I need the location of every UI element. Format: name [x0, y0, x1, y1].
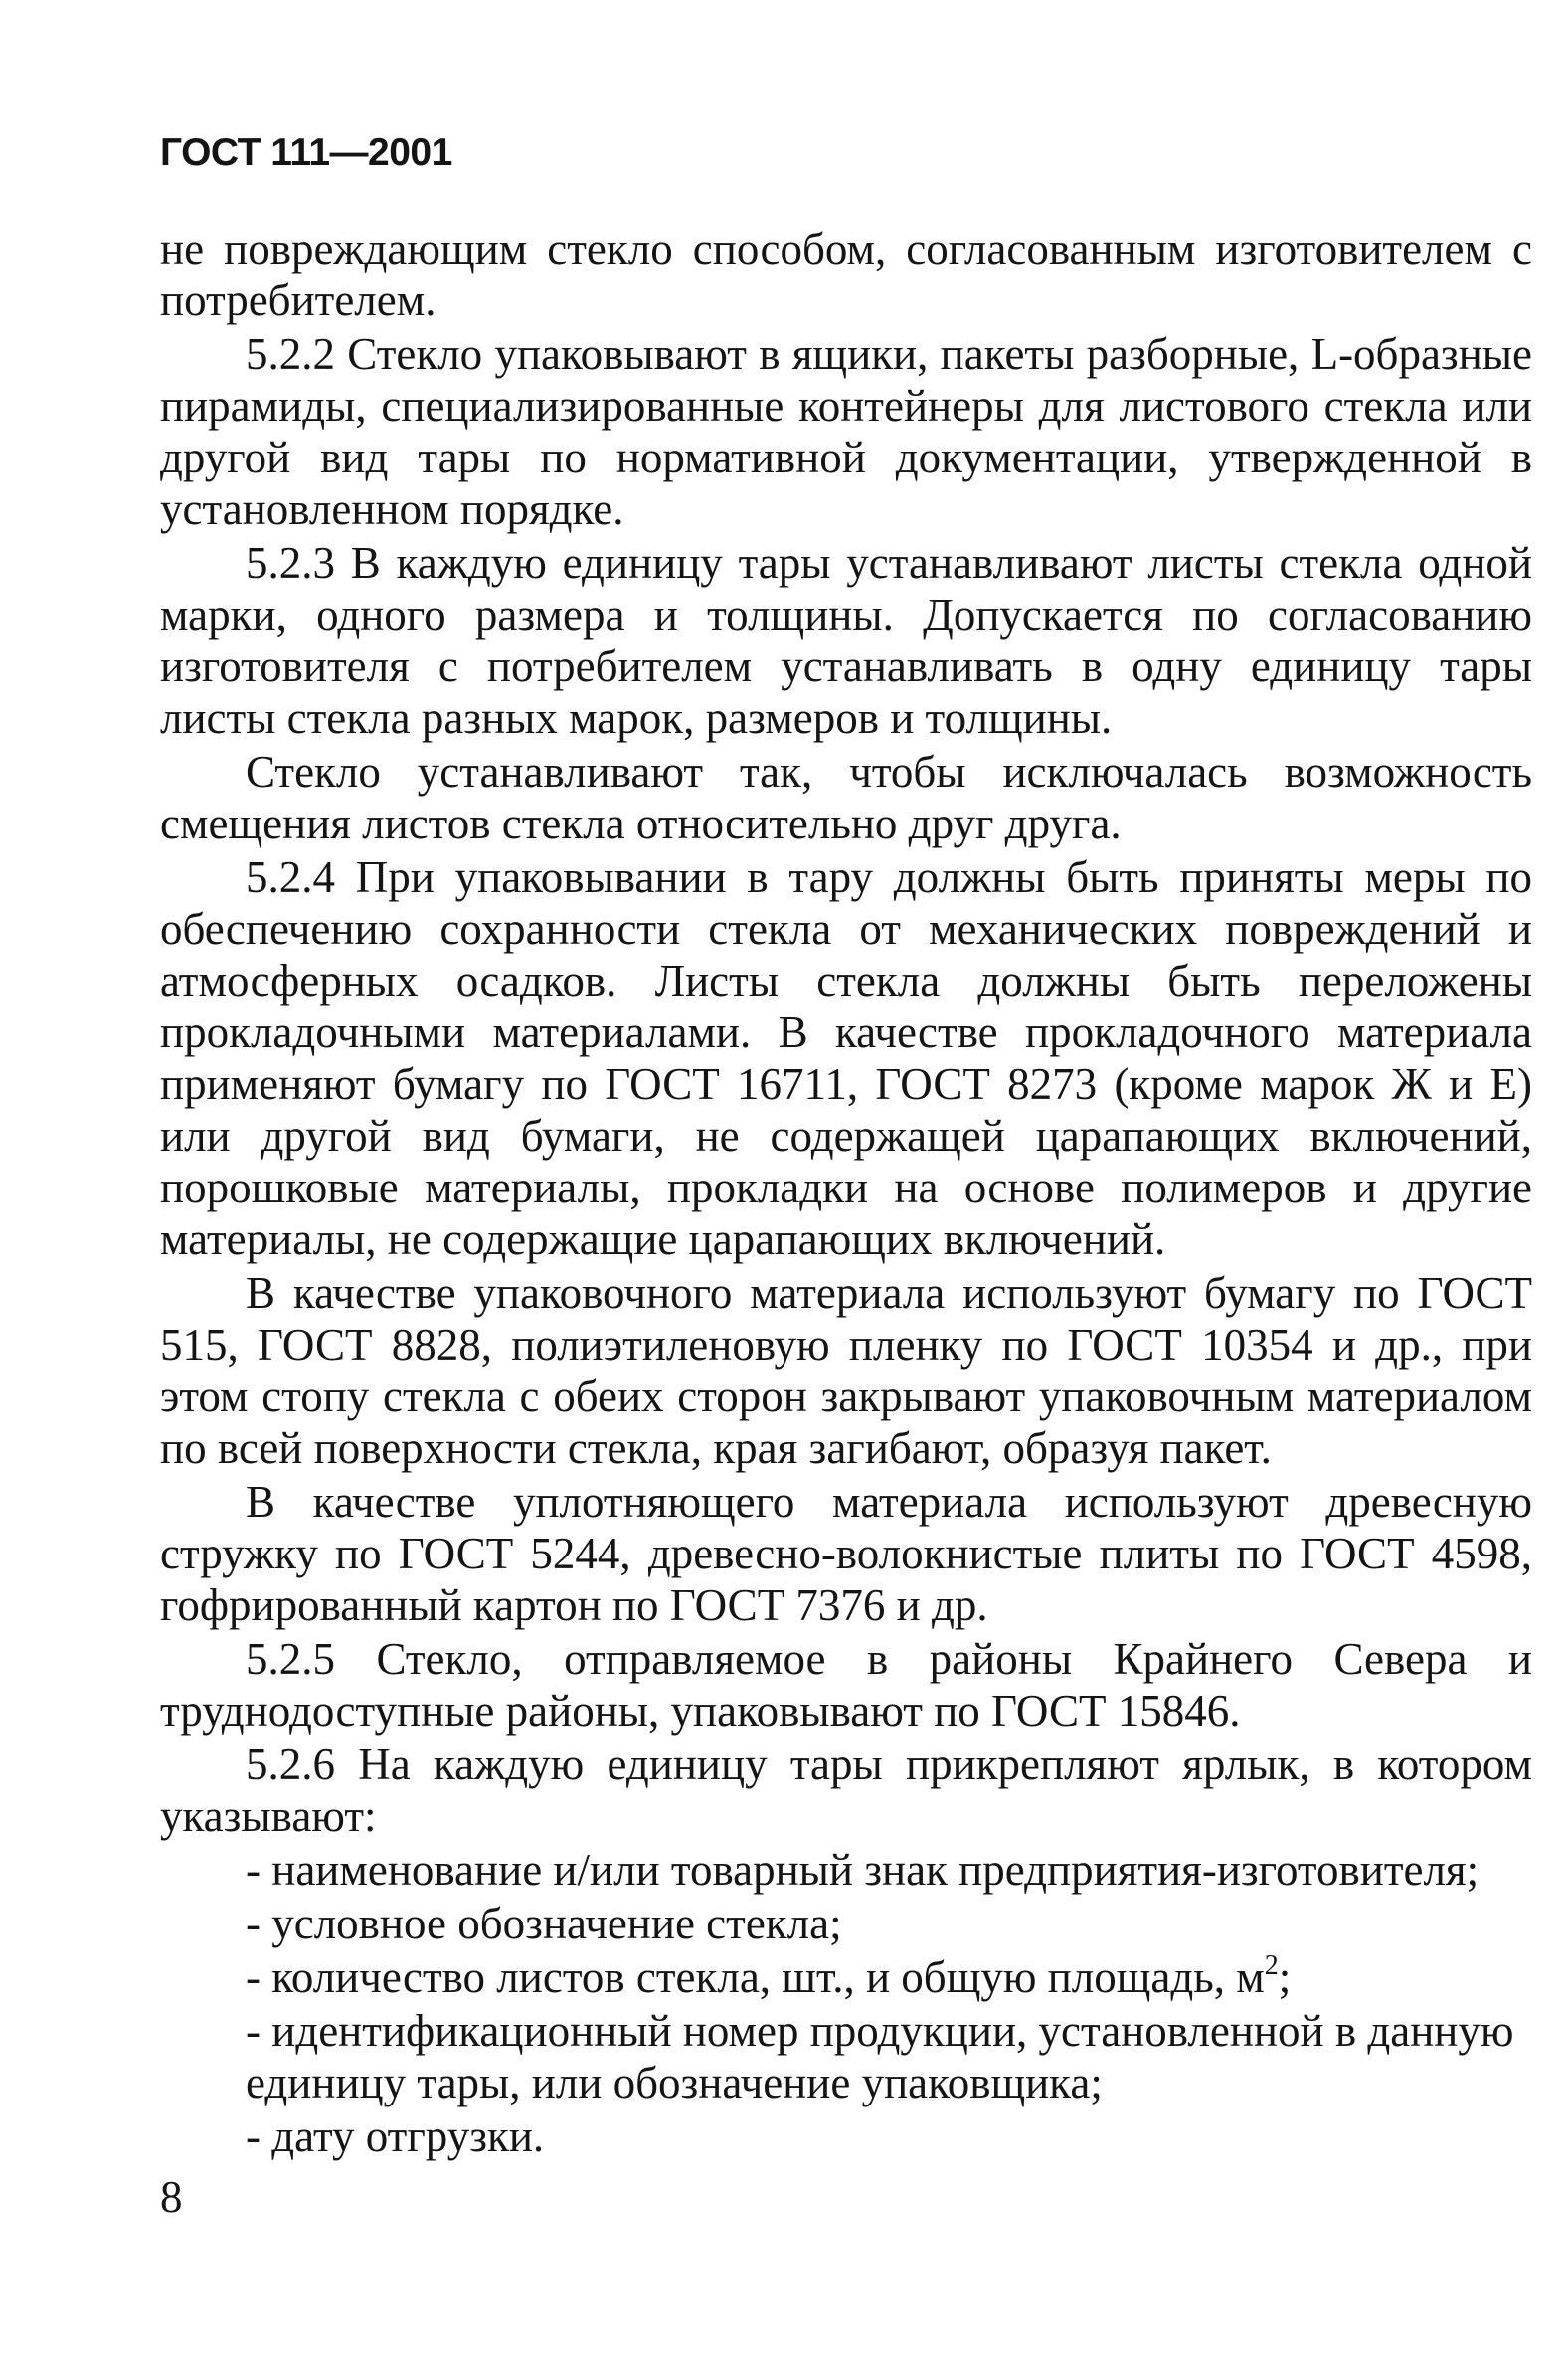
- page-number: 8: [160, 2172, 183, 2222]
- list-item-end: ;: [1278, 1952, 1292, 2002]
- paragraph: 5.2.6 На каждую единицу тары прикрепляют ярлык, в котором указывают:: [160, 1739, 1532, 1841]
- list-item: [160, 1951, 1532, 2003]
- list-item: - идентификационный номер продукции, установленной в данную единицу тары, или обозначение упаковщика;: [246, 2006, 1514, 2107]
- paragraph: 5.2.3 В каждую единицу тары устанавливают листы стекла одной марки, одного размера и толщины. Допускается по согласованию изготовителя с потребителем устанавливать в одну единицу тары листы стекла разных марок, размеров и толщины.: [160, 538, 1532, 743]
- document-body: [160, 223, 1532, 2164]
- paragraph: Стекло устанавливают так, чтобы исключалась возможность смещения листов стекла относительно друг друга.: [160, 747, 1532, 848]
- list-item-text: - количество листов стекла, шт., и общую площадь, м: [246, 1952, 1265, 2002]
- paragraph: 5.2.5 Стекло, отправляемое в районы Крайнего Севера и труднодоступные районы, упаковывают по ГОСТ 15846.: [160, 1634, 1532, 1736]
- paragraph: 5.2.4 При упаковывании в тару должны быть приняты меры по обеспечению сохранности стекла от механических повреждений и атмосферных осадков. Листы стекла должны быть переложены прокладочными материалами. В качестве прокладочного материала применяют бумагу по ГОСТ 16711, ГОСТ 8273 (кроме марок Ж и Е) или другой вид бумаги, не содержащей царапающих включений, порошковые материалы, прокладки на основе полимеров и другие материалы, не содержащие царапающих включений.: [160, 852, 1532, 1264]
- paragraph: не повреждающим стекло способом, согласованным изготовителем с потребителем.: [160, 224, 1532, 325]
- list-item: - дату отгрузки.: [246, 2111, 545, 2161]
- paragraph: 5.2.2 Стекло упаковывают в ящики, пакеты разборные, L-образные пирамиды, специализированные контейнеры для листового стекла или другой вид тары по нормативной документации, утвержденной в установленном порядке.: [160, 329, 1532, 534]
- list-item: - условное обозначение стекла;: [246, 1899, 842, 1948]
- paragraph: В качестве упаковочного материала используют бумагу по ГОСТ 515, ГОСТ 8828, полиэтиленовую пленку по ГОСТ 10354 и др., при этом стопу стекла с обеих сторон закрывают упаковочным материалом по всей поверхности стекла, края загибают, образуя пакет.: [160, 1268, 1532, 1473]
- list-item: - наименование и/или товарный знак предприятия-изготовителя;: [246, 1845, 1480, 1895]
- superscript: 2: [1264, 1950, 1279, 1981]
- document-header: ГОСТ 111—2001: [160, 131, 452, 174]
- paragraph: В качестве уплотняющего материала используют древесную стружку по ГОСТ 5244, древесно-волокнистые плиты по ГОСТ 4598, гофрированный картон по ГОСТ 7376 и др.: [160, 1477, 1532, 1630]
